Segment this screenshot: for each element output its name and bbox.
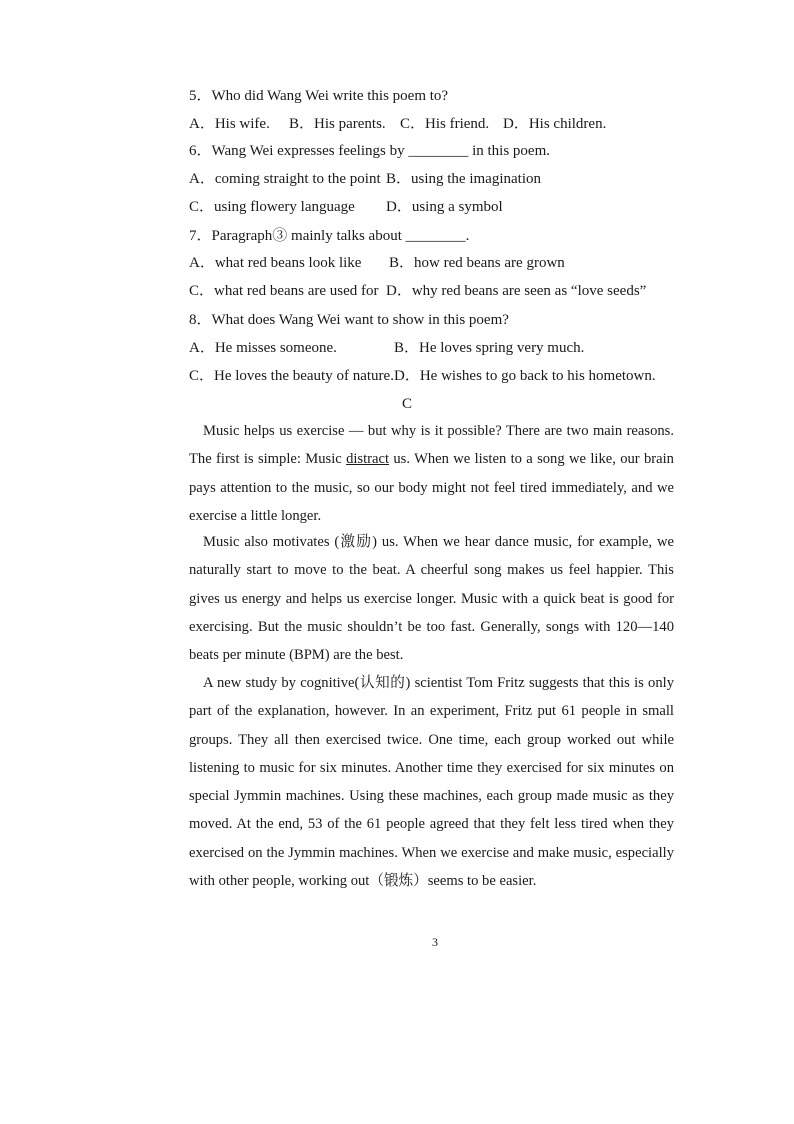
question-5-option-c: C．His friend. xyxy=(400,116,490,132)
question-5-stem: 5．Who did Wang Wei write this poem to? xyxy=(189,88,449,104)
question-8-option-d: D．He wishes to go back to his hometown. xyxy=(394,368,656,384)
section-heading-c: C xyxy=(401,396,412,412)
paragraph-3-text: A new study by cognitive(认知的) scientist Tom Fritz suggests that this is only part of the explanation, however. In an experiment, Fritz put 61 people in small groups. They all then exercised twice. One time, each group worked out while listening to music for six minutes. Another time they exercised for six minutes on special Jymmin machines. Using these machines, each group made music as they moved. At the end, 53 of the 61 people agreed that they felt less tired when they exercised on the Jymmin machines. When we exercise and make music, especially with other people, working out（锻炼）seems to be easier. xyxy=(189,675,674,890)
question-8-stem: 8．What does Wang Wei want to show in this poem? xyxy=(189,312,509,328)
question-8-option-c: C．He loves the beauty of nature. xyxy=(189,368,394,384)
passage-paragraph-2 xyxy=(189,528,674,669)
question-7-option-d: D．why red beans are seen as “love seeds” xyxy=(386,283,647,299)
question-7-option-c: C．what red beans are used for xyxy=(189,283,379,299)
question-5-option-b: B．His parents. xyxy=(289,116,386,132)
question-7-option-b: B．how red beans are grown xyxy=(389,255,565,271)
passage-paragraph-3 xyxy=(189,669,674,895)
question-6-option-c: C．using flowery language xyxy=(189,199,355,215)
page-number: 3 xyxy=(432,935,438,949)
question-6-option-b: B．using the imagination xyxy=(386,171,541,187)
question-5-option-d: D．His children. xyxy=(503,116,607,132)
paragraph-1-text-start: Music helps us exercise — but why is it possible? There are two main reasons. The first is simple: Music xyxy=(189,423,674,468)
question-6-option-d: D．using a symbol xyxy=(386,199,503,215)
question-6-stem: 6．Wang Wei expresses feelings by ________ in this poem. xyxy=(189,143,551,159)
paragraph-2-text: Music also motivates (激励) us. When we hear dance music, for example, we naturally start to move to the beat. A cheerful song makes us feel happier. This gives us energy and helps us exercise longer. Music with a quick beat is good for exercising. But the music shouldn’t be too fast. Generally, songs with 120—140 beats per minute (BPM) are the best. xyxy=(189,534,674,664)
passage-paragraph-1 xyxy=(189,417,674,530)
underlined-word: distract xyxy=(346,451,390,468)
question-7-stem: 7．Paragraph③ mainly talks about ________. xyxy=(189,228,470,244)
question-8-option-a: A．He misses someone. xyxy=(189,340,337,356)
question-5-option-a: A．His wife. xyxy=(189,116,270,132)
question-8-option-b: B．He loves spring very much. xyxy=(394,340,585,356)
question-7-option-a: A．what red beans look like xyxy=(189,255,362,271)
question-6-option-a: A．coming straight to the point xyxy=(189,171,381,187)
paragraph-1-text-end: us. When we listen to a song we like, our brain pays attention to the music, so our body might not feel tired immediately, and we exercise a little longer. xyxy=(189,451,674,524)
